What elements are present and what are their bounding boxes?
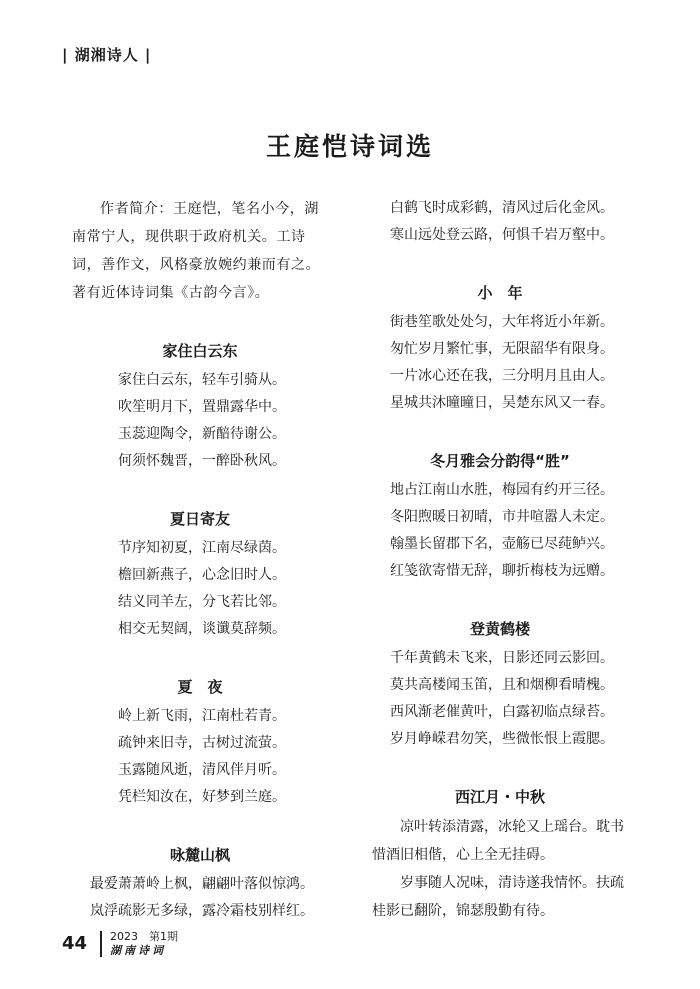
poem-line: 最爱萧萧岭上枫，翩翩叶落似惊鸿。 — [90, 876, 314, 892]
magazine-name: 湖南诗词 — [110, 944, 166, 957]
poem-line: 千年黄鹤未飞来，日影还同云影回。 — [390, 650, 614, 666]
poem-line: 何须怀魏晋，一醉卧秋风。 — [118, 453, 286, 469]
poem-deng-huanghelou — [372, 617, 628, 753]
poem-title: 登黄鹤楼 — [469, 620, 530, 638]
poem-title: 夏日寄友 — [169, 510, 230, 528]
poem-line: 凭栏知汝在，好梦到兰庭。 — [118, 789, 286, 805]
poem-line: 结义同羊左，分飞若比邻。 — [118, 594, 286, 610]
poem-line: 檐回新燕子，心念旧时人。 — [118, 567, 286, 583]
poem-line: 岭上新飞雨，江南杜若青。 — [118, 708, 286, 724]
poem-line: 红笺欲寄惜无辞，聊折梅枝为远赠。 — [390, 563, 614, 579]
poem-line: 寒山远处登云路，何惧千岩万壑中。 — [390, 227, 614, 243]
poem-line: 岁月峥嵘君勿笑，些微怅恨上霞腮。 — [390, 731, 614, 747]
ci-paragraph: 岁事随人况味，清诗遂我情怀。扶疏桂影已翻阶，锦瑟殷勤有待。 — [372, 875, 624, 919]
poem-xiari-jiyou — [72, 507, 328, 643]
poem-line: 玉蕊迎陶令，新醅待谢公。 — [118, 426, 286, 442]
poem-line: 西风渐老催黄叶，白露初临点绿苔。 — [390, 704, 614, 720]
ci-paragraph: 凉叶转添清露，冰轮又上瑶台。耽书惜酒旧相偕，心上全无挂碍。 — [372, 819, 624, 863]
left-column — [72, 195, 328, 925]
poem-title: 咏麓山枫 — [169, 846, 230, 864]
poem-line: 翰墨长留郡下名，壶觞已尽莼鲈兴。 — [390, 536, 614, 552]
poem-line: 白鹤飞时成彩鹤，清风过后化金风。 — [390, 200, 614, 216]
poem-jiazhu-baiyundong — [72, 339, 328, 475]
poem-line: 星城共沐曈曈日，吴楚东风又一春。 — [390, 395, 614, 411]
poem-line: 岚浮疏影无多绿，露冷霜枝别样红。 — [90, 903, 314, 919]
poem-title: 夏 夜 — [177, 678, 223, 696]
poem-line: 地占江南山水胜，梅园有约开三径。 — [390, 482, 614, 498]
poem-line: 节序知初夏，江南尽绿茵。 — [118, 540, 286, 556]
page-title: 王庭恺诗词选 — [265, 132, 434, 161]
poem-line: 玉露随风逝，清风伴月听。 — [118, 762, 286, 778]
poem-line: 吹笙明月下，置鼎露华中。 — [118, 399, 286, 415]
poem-line: 莫共高楼闻玉笛，且和烟柳看晴槐。 — [390, 677, 614, 693]
poem-title: 冬月雅会分韵得“胜” — [430, 452, 570, 470]
issue-label: 2023 第1期 — [110, 930, 178, 943]
poem-line: 家住白云东，轻车引骑从。 — [118, 372, 286, 388]
poem-line: 冬阳煦暖日初晴，市井喧嚣人未定。 — [390, 509, 614, 525]
poem-line: 相交无契阔，谈谶莫辞频。 — [118, 621, 286, 637]
poem-title: 西江月・中秋 — [454, 788, 545, 806]
poem-title: 小 年 — [477, 284, 523, 302]
poem-line: 匆忙岁月繁忙事，无限韶华有限身。 — [390, 341, 614, 357]
poem-xiaye — [72, 675, 328, 811]
right-column — [372, 195, 628, 925]
section-header: | 湖湘诗人 | — [62, 46, 152, 64]
poem-xiaonian — [372, 281, 628, 417]
poem-dongyue-yahui — [372, 449, 628, 585]
poem-line: 疏钟来旧寺，古树过流萤。 — [118, 735, 286, 751]
poem-title: 家住白云东 — [162, 342, 238, 360]
author-intro: 作者简介：王庭恺，笔名小今，湖南常宁人，现供职于政府机关。工诗词，善作文，风格豪放婉约兼而有之。著有近体诗词集《古韵今言》。 — [72, 201, 321, 301]
footer-info — [110, 930, 178, 958]
poem-line: 一片冰心还在我，三分明月且由人。 — [390, 368, 614, 384]
poem-line: 街巷笙歌处处匀，大年将近小年新。 — [390, 314, 614, 330]
footer-divider — [100, 931, 102, 957]
poem-xijiangyue-zhongqiu — [372, 785, 628, 925]
poem-yong-lushan-feng — [72, 843, 328, 925]
page-number: 44 — [62, 933, 88, 954]
